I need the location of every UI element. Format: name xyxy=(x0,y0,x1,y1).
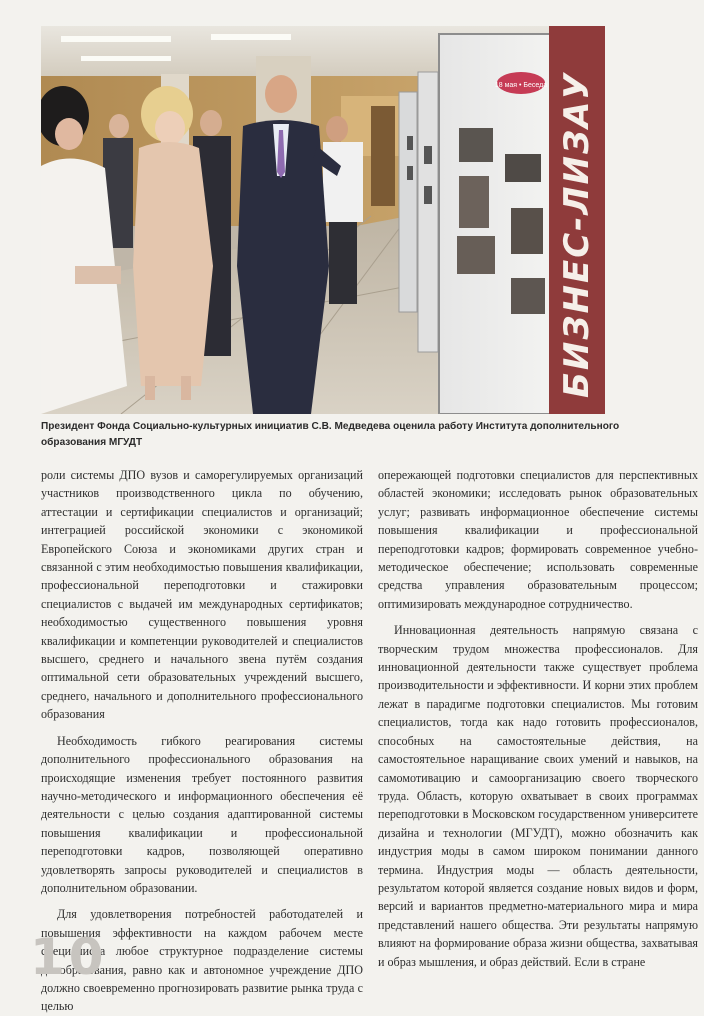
text-column-right xyxy=(378,466,698,971)
banner-text: БИЗНЕС-ЛИЗАУ xyxy=(557,71,597,398)
paragraph: опережающей подготовки специалистов для перспективных областей экономики; исследовать рынок образовательных услуг; развивать информационное обеспечение системы повышения квалификации и профессиональной переподготовки кадров; формировать современное учебно-методическое обеспечение; использовать современные средства управления образовательным процессом; оптимизировать международное сотрудничество. xyxy=(378,468,698,611)
photo-illustration xyxy=(41,26,605,414)
event-photo xyxy=(41,26,605,414)
paragraph: роли системы ДПО вузов и саморегулируемых организаций участников производственного цикла по обучению, аттестации и сертификации специалистов и организаций; интеграцией российской экономики с экономикой Европейского Союза и экономиками других стран и связанной с этим необходимостью повышения квалификации, профессиональной переподготовки и стажировки специалистов с выдачей им международных сертификатов; необходимостью существенного повышения уровня квалификации и компетенции руководителей и специалистов высшего, среднего и начального звена путём создания оптимальной сети образовательных учреждений высшего, среднего, начального и дополнительного профессионального образования xyxy=(41,468,363,722)
photo-caption: Президент Фонда Социально-культурных инициатив С.В. Медведева оценила работу Института дополнительного образования МГУДТ xyxy=(41,421,620,448)
page-number: 10 xyxy=(30,928,108,986)
stand-badge-text: 18 мая • Беседа xyxy=(494,82,548,89)
paragraph: Инновационная деятельность напрямую связана с творческим трудом множества профессионалов. Для инновационной деятельности также существует проблема производительности и эффективности. И корни этих проблем лежат в парадигме подготовки специалистов. Мы готовим специалистов, тогда как надо готовить профессионалов, способных на самостоятельные действия, на самостоятельное наращивание своих умений и навыков, на самомотивацию и самоорганизацию своего творческого труда. Область, которую охватывает в своих программах переподготовки в Московском государственном университете дизайна и технологии (МГУДТ), можно обозначить как индустрия моды в самом широком понимании данного термина. Индустрия моды — область деятельности, результатом которой является создание новых видов и форм, версий и вариантов предметно-материального мира и мира представлений нашего общества. Эти результаты напрямую влияют на формирование образа жизни общества, захватывая и образ мышления, и образ действий. Если в стране xyxy=(378,623,698,969)
paragraph: Для удовлетворения потребностей работодателей и повышения эффективности на каждом рабочем месте специалиста любое структурное подразделение системы допобразования, равно как и автономное учреждение ДПО должно своевременно прогнозировать развитие рынка труда с целью xyxy=(41,907,363,1014)
paragraph: Необходимость гибкого реагирования системы дополнительного профессионального образования на происходящие изменения требует постоянного развития научно-методического и информационного обеспечения её деятельности с целью создания адаптированной системы повышения квалификации и профессиональной переподготовки кадров, позволяющей оперативно удовлетворять запросы руководителей и специалистов в дополнительном образовании. xyxy=(41,733,363,895)
